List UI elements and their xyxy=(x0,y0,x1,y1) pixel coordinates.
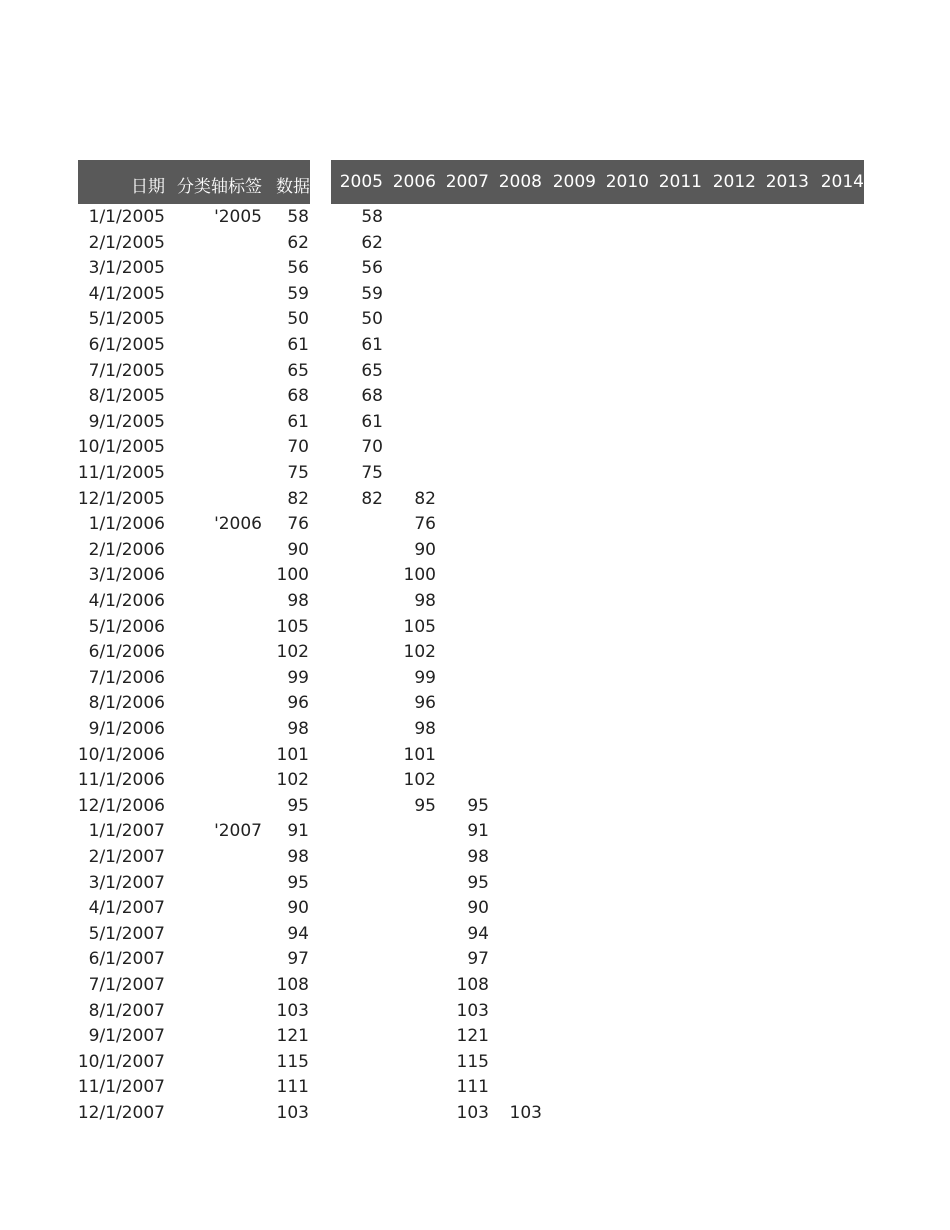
table-row xyxy=(0,461,950,487)
header-year: 2012 xyxy=(712,172,756,192)
cell-year-value: 65 xyxy=(361,360,383,381)
cell-year-value: 58 xyxy=(361,207,383,227)
cell-date: 2/1/2007 xyxy=(88,847,165,867)
cell-value: 75 xyxy=(287,463,309,483)
table-row xyxy=(0,973,950,999)
cell-date: 9/1/2005 xyxy=(88,411,165,432)
cell-year-value: 90 xyxy=(467,898,489,919)
table-row xyxy=(0,794,950,820)
cell-year-value: 97 xyxy=(467,949,489,970)
cell-year-value: 98 xyxy=(414,719,436,739)
table-row xyxy=(0,691,950,717)
cell-year-value: 94 xyxy=(467,923,489,944)
cell-value: 65 xyxy=(287,360,309,381)
cell-value: 95 xyxy=(287,872,309,893)
cell-date: 5/1/2007 xyxy=(88,923,165,944)
cell-year-value: 103 xyxy=(509,1103,542,1123)
table-row xyxy=(0,333,950,359)
table-row xyxy=(0,1101,950,1127)
cell-value: 98 xyxy=(287,591,309,611)
cell-date: 4/1/2005 xyxy=(88,283,165,304)
cell-date: 8/1/2005 xyxy=(88,386,165,407)
cell-year-value: 115 xyxy=(456,1051,489,1072)
cell-date: 9/1/2006 xyxy=(88,719,165,739)
table-row xyxy=(0,410,950,436)
cell-year-value: 111 xyxy=(456,1077,489,1098)
cell-year-value: 102 xyxy=(403,770,436,791)
cell-year-value: 108 xyxy=(456,975,489,995)
cell-date: 2/1/2006 xyxy=(88,539,165,560)
cell-year-value: 91 xyxy=(467,821,489,842)
cell-date: 6/1/2005 xyxy=(88,335,165,355)
table-row xyxy=(0,589,950,615)
table-row xyxy=(0,384,950,410)
table-row xyxy=(0,359,950,385)
header-year: 2009 xyxy=(552,172,596,192)
cell-value: 115 xyxy=(276,1051,309,1072)
cell-year-value: 96 xyxy=(414,693,436,714)
cell-year-value: 95 xyxy=(467,872,489,893)
header-value: 数据 xyxy=(276,177,310,197)
cell-value: 56 xyxy=(287,258,309,279)
header-year: 2010 xyxy=(605,172,649,192)
header-category-label: 分类轴标签 xyxy=(177,177,262,197)
cell-year-value: 70 xyxy=(361,437,383,458)
cell-value: 82 xyxy=(287,488,309,509)
cell-category-label: '2007 xyxy=(214,821,262,842)
cell-date: 1/1/2006 xyxy=(88,514,165,535)
cell-year-value: 59 xyxy=(361,283,383,304)
cell-value: 59 xyxy=(287,283,309,304)
cell-year-value: 105 xyxy=(403,616,436,637)
table-row xyxy=(0,999,950,1025)
cell-date: 12/1/2005 xyxy=(77,488,165,509)
table-row xyxy=(0,512,950,538)
table-row xyxy=(0,947,950,973)
cell-value: 91 xyxy=(287,821,309,842)
cell-year-value: 95 xyxy=(414,795,436,816)
cell-value: 102 xyxy=(276,642,309,663)
cell-value: 100 xyxy=(276,565,309,586)
cell-date: 10/1/2005 xyxy=(77,437,165,458)
cell-value: 70 xyxy=(287,437,309,458)
cell-date: 6/1/2007 xyxy=(88,949,165,970)
cell-value: 102 xyxy=(276,770,309,791)
table-row xyxy=(0,231,950,257)
table-row xyxy=(0,282,950,308)
cell-date: 3/1/2006 xyxy=(88,565,165,586)
cell-value: 121 xyxy=(276,1026,309,1047)
table-row xyxy=(0,819,950,845)
cell-value: 95 xyxy=(287,795,309,816)
cell-date: 12/1/2007 xyxy=(77,1103,165,1123)
cell-year-value: 103 xyxy=(456,1000,489,1021)
cell-value: 76 xyxy=(287,514,309,535)
cell-date: 4/1/2007 xyxy=(88,898,165,919)
header-year: 2006 xyxy=(392,172,436,192)
cell-value: 98 xyxy=(287,719,309,739)
table-row xyxy=(0,1075,950,1101)
cell-year-value: 76 xyxy=(414,514,436,535)
cell-date: 7/1/2006 xyxy=(88,667,165,688)
cell-year-value: 50 xyxy=(361,309,383,330)
table-row xyxy=(0,845,950,871)
cell-year-value: 90 xyxy=(414,539,436,560)
header-year: 2011 xyxy=(658,172,702,192)
cell-value: 103 xyxy=(276,1000,309,1021)
table-row xyxy=(0,743,950,769)
table-row xyxy=(0,871,950,897)
cell-date: 8/1/2006 xyxy=(88,693,165,714)
cell-year-value: 98 xyxy=(414,591,436,611)
cell-value: 99 xyxy=(287,667,309,688)
cell-date: 1/1/2007 xyxy=(88,821,165,842)
header-date: 日期 xyxy=(131,177,165,197)
cell-date: 7/1/2007 xyxy=(88,975,165,995)
cell-date: 11/1/2005 xyxy=(77,463,165,483)
cell-year-value: 75 xyxy=(361,463,383,483)
cell-year-value: 61 xyxy=(361,335,383,355)
cell-value: 101 xyxy=(276,744,309,765)
table-row xyxy=(0,538,950,564)
table-row xyxy=(0,563,950,589)
cell-year-value: 95 xyxy=(467,795,489,816)
table-row xyxy=(0,435,950,461)
table-row xyxy=(0,1050,950,1076)
cell-year-value: 82 xyxy=(414,488,436,509)
cell-value: 61 xyxy=(287,411,309,432)
header-year: 2008 xyxy=(498,172,542,192)
cell-value: 97 xyxy=(287,949,309,970)
cell-year-value: 103 xyxy=(456,1103,489,1123)
table-row xyxy=(0,666,950,692)
header-year: 2007 xyxy=(445,172,489,192)
cell-year-value: 82 xyxy=(361,488,383,509)
cell-date: 5/1/2005 xyxy=(88,309,165,330)
cell-category-label: '2005 xyxy=(214,207,262,227)
table-row xyxy=(0,615,950,641)
cell-year-value: 121 xyxy=(456,1026,489,1047)
cell-value: 50 xyxy=(287,309,309,330)
cell-year-value: 100 xyxy=(403,565,436,586)
table-row xyxy=(0,768,950,794)
cell-date: 3/1/2005 xyxy=(88,258,165,279)
cell-date: 6/1/2006 xyxy=(88,642,165,663)
header-year: 2014 xyxy=(820,172,864,192)
header-year: 2005 xyxy=(339,172,383,192)
table-row xyxy=(0,487,950,513)
table-row xyxy=(0,717,950,743)
cell-value: 94 xyxy=(287,923,309,944)
cell-category-label: '2006 xyxy=(214,514,262,535)
cell-date: 12/1/2006 xyxy=(77,795,165,816)
cell-date: 10/1/2007 xyxy=(77,1051,165,1072)
cell-year-value: 68 xyxy=(361,386,383,407)
cell-year-value: 98 xyxy=(467,847,489,867)
cell-year-value: 101 xyxy=(403,744,436,765)
table-row xyxy=(0,1024,950,1050)
cell-date: 1/1/2005 xyxy=(88,207,165,227)
table-row xyxy=(0,640,950,666)
table-row xyxy=(0,922,950,948)
cell-date: 7/1/2005 xyxy=(88,360,165,381)
cell-value: 111 xyxy=(276,1077,309,1098)
cell-date: 10/1/2006 xyxy=(77,744,165,765)
cell-value: 96 xyxy=(287,693,309,714)
cell-value: 61 xyxy=(287,335,309,355)
cell-date: 3/1/2007 xyxy=(88,872,165,893)
cell-year-value: 56 xyxy=(361,258,383,279)
cell-value: 90 xyxy=(287,539,309,560)
cell-value: 62 xyxy=(287,232,309,253)
cell-value: 90 xyxy=(287,898,309,919)
table-row xyxy=(0,307,950,333)
cell-date: 9/1/2007 xyxy=(88,1026,165,1047)
header-year: 2013 xyxy=(765,172,809,192)
cell-year-value: 99 xyxy=(414,667,436,688)
cell-year-value: 61 xyxy=(361,411,383,432)
cell-date: 4/1/2006 xyxy=(88,591,165,611)
cell-year-value: 62 xyxy=(361,232,383,253)
cell-value: 58 xyxy=(287,207,309,227)
cell-date: 8/1/2007 xyxy=(88,1000,165,1021)
cell-year-value: 102 xyxy=(403,642,436,663)
table-row xyxy=(0,205,950,231)
cell-value: 108 xyxy=(276,975,309,995)
table-row xyxy=(0,896,950,922)
cell-value: 103 xyxy=(276,1103,309,1123)
cell-value: 68 xyxy=(287,386,309,407)
table-row xyxy=(0,256,950,282)
cell-value: 98 xyxy=(287,847,309,867)
cell-date: 2/1/2005 xyxy=(88,232,165,253)
cell-value: 105 xyxy=(276,616,309,637)
cell-date: 11/1/2006 xyxy=(77,770,165,791)
cell-date: 5/1/2006 xyxy=(88,616,165,637)
cell-date: 11/1/2007 xyxy=(77,1077,165,1098)
